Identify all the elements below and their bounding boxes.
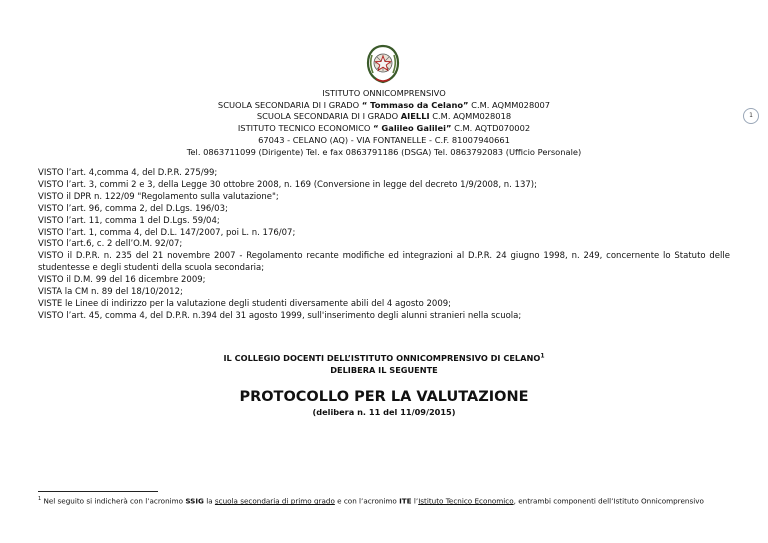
- visto-item: VISTO l’art. 45, comma 4, del D.P.R. n.394 del 31 agosto 1999, sull'inserimento degli alunni stranieri nella scuola;: [38, 310, 522, 321]
- footnote-divider: [38, 491, 158, 492]
- visto-item: VISTO il D.M. 99 del 16 dicembre 2009;: [38, 275, 206, 286]
- header-line-2: [0, 100, 768, 112]
- collegio-heading: [0, 352, 768, 376]
- collegio-line-1-text: IL COLLEGIO DOCENTI DELL’ISTITUTO ONNICOMPRENSIVO DI CELANO: [223, 353, 541, 363]
- visto-item: VISTO l’art. 96, comma 2, del D.Lgs. 196/03;: [38, 203, 228, 214]
- school-name-galilei: “ Galileo Galilei”: [373, 123, 452, 134]
- footnote-marker: 1: [38, 496, 42, 502]
- footnote-text: l’: [411, 496, 419, 506]
- visto-item: VISTO il D.P.R. n. 235 del 21 novembre 2007 - Regolamento recante modifiche ed integrazioni al D.P.R. 24 giugno 1998, n. 249, concernente lo Statuto delle studentesse e degli studenti della scuola secondaria;: [38, 251, 730, 274]
- header-line-1: ISTITUTO ONNICOMPRENSIVO: [322, 88, 446, 98]
- footnote-text: la: [203, 496, 215, 506]
- footnote-text: e con l’acronimo: [334, 496, 400, 506]
- header-line-5: 67043 - CELANO (AQ) - VIA FONTANELLE - C.F. 81007940661: [258, 134, 510, 145]
- school-name-celano: “ Tommaso da Celano”: [361, 99, 469, 110]
- footnote-text: , entrambi componenti dell’Istituto Onnicomprensivo: [513, 496, 704, 506]
- header-line-2-prefix: SCUOLA SECONDARIA DI I GRADO: [217, 99, 362, 110]
- header-line-4-prefix: ISTITUTO TECNICO ECONOMICO: [237, 123, 374, 134]
- header-line-4: [0, 123, 768, 135]
- document-title: PROTOCOLLO PER LA VALUTAZIONE: [239, 389, 529, 405]
- footnote: [38, 494, 758, 506]
- acronym-ite: ITE: [399, 496, 412, 506]
- collegio-line-2: DELIBERA IL SEGUENTE: [330, 365, 438, 375]
- footnote-ref[interactable]: 1: [540, 352, 545, 360]
- school-name-aielli: AIELLI: [400, 111, 430, 122]
- italian-republic-emblem-icon: [364, 43, 402, 85]
- acronym-ssig: SSIG: [185, 496, 204, 506]
- header-line-2-code: C.M. AQMM028007: [468, 99, 551, 110]
- header-line-3-code: C.M. AQMM028018: [429, 111, 512, 122]
- header-line-3-prefix: SCUOLA SECONDARIA DI I GRADO: [256, 111, 401, 122]
- header-line-4-code: C.M. AQTD070002: [451, 123, 531, 134]
- visto-item: VISTE le Linee di indirizzo per la valutazione degli studenti diversamente abili del 4 agosto 2009;: [38, 298, 451, 309]
- visto-item: VISTO l’art. 11, comma 1 del D.Lgs. 59/04;: [38, 215, 220, 226]
- term-ssig: scuola secondaria di primo grado: [214, 496, 335, 506]
- visto-item: VISTO l’art. 4,comma 4, del D.P.R. 275/99;: [38, 168, 218, 178]
- visto-item: VISTA la CM n. 89 del 18/10/2012;: [38, 287, 183, 298]
- school-header: [0, 88, 768, 158]
- visto-item: VISTO l’art. 3, commi 2 e 3, della Legge 30 ottobre 2008, n. 169 (Conversione in legge del decreto 1/9/2008, n. 137);: [38, 179, 537, 190]
- visto-item: VISTO l’art.6, c. 2 dell’O.M. 92/07;: [38, 239, 183, 250]
- visti-list: [38, 168, 730, 323]
- visto-item: VISTO il DPR n. 122/09 "Regolamento sulla valutazione";: [38, 191, 279, 202]
- collegio-line-1: [0, 352, 768, 364]
- page-number-badge: 1: [743, 108, 759, 124]
- document-subtitle: (delibera n. 11 del 11/09/2015): [312, 407, 456, 417]
- footnote-text: Nel seguito si indicherà con l’acronimo: [41, 496, 186, 506]
- header-line-6: Tel. 0863711099 (Dirigente) Tel. e fax 0863791186 (DSGA) Tel. 0863792083 (Ufficio Personale): [186, 146, 582, 157]
- header-line-3: [0, 111, 768, 123]
- visto-item: VISTO l’art. 1, comma 4, del D.L. 147/2007, poi L. n. 176/07;: [38, 227, 296, 238]
- term-ite: Istituto Tecnico Economico: [418, 496, 514, 506]
